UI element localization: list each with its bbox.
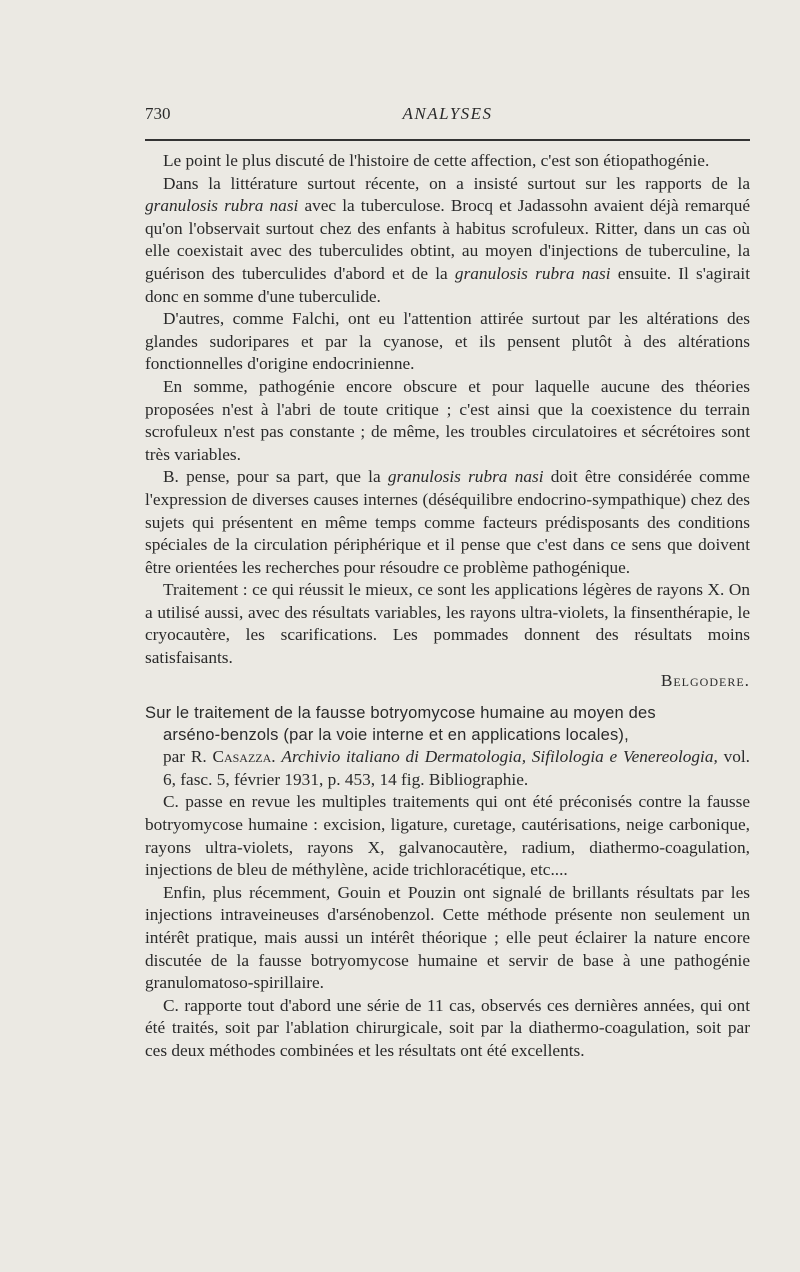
paragraph: D'autres, comme Falchi, ont eu l'attention attirée surtout par les altérations des glandes sudoripares et par la cyanose, et ils pensent plutôt à des altérations fonctionnelles d'origine endocrinienne. [145, 309, 750, 374]
text-run: doit être considérée comme l'expression de diverses causes internes (déséquilibre endocrino-sympathique) chez des sujets qui présentent en même temps comme facteurs prédisposants des conditions spéciales de la circulation périphérique et il pense que c'est dans ce sens que doivent être orientées les recherches pour résoudre ce problème pathogénique. [145, 467, 750, 577]
article-reference [145, 746, 750, 791]
italic-term: granulosis rubra nasi [387, 467, 544, 487]
italic-term: granulosis rubra nasi [454, 263, 611, 283]
paragraph: Le point le plus discuté de l'histoire de cette affection, c'est son étiopathogénie. [163, 151, 710, 170]
text-run: avec la tuberculose. Brocq et Jadassohn avaient déjà remarqué qu'on l'observait surtout chez des enfants à habitus scrofuleux. Ritter, dans un cas où elle coexistait avec des tuberculides obtint, au moyen d'injections de tuberculine, la guérison des tuberculides d'abord et de la [145, 196, 750, 283]
article-title-line: arséno-benzols (par la voie interne et en applications locales), [163, 726, 629, 745]
ref-author: R. Casazza. [190, 747, 276, 767]
article-title-line: Sur le traitement de la fausse botryomycose humaine au moyen des [145, 704, 656, 723]
paragraph [145, 173, 750, 309]
italic-term: granulosis rubra nasi [145, 196, 299, 216]
paragraph: Enfin, plus récemment, Gouin et Pouzin ont signalé de brillants résultats par les injections intraveineuses d'arsénobenzol. Cette méthode présente non seulement un intérêt pratique, mais aussi un intérêt théorique ; elle peut éclairer la nature encore discutée de la fausse botryomycose humaine et servir de base à une pathogénie granulomatoso-spirillaire. [145, 882, 750, 993]
paragraph: Traitement : ce qui réussit le mieux, ce sont les applications légères de rayons X. On a utilisé aussi, avec des résultats variables, les rayons ultra-violets, la finsenthérapie, le cryocautère, les scarifications. Les pommades donnent des résultats moins satisfaisants. [145, 580, 750, 668]
ref-journal: Archivio italiano di Dermatologia, Sifilologia e Venereologia, [281, 747, 718, 767]
page-number: 730 [145, 104, 171, 123]
article-title [145, 702, 750, 746]
ref-details: vol. 6, fasc. 5, février 1931, p. 453, 14 fig. Bibliographie. [163, 747, 750, 789]
header-rule [145, 139, 750, 141]
text-run: B. pense, pour sa part, que la [163, 467, 388, 487]
page-body [145, 150, 750, 1063]
paragraph [145, 466, 750, 579]
ref-par: par [163, 747, 186, 767]
page-header [145, 104, 750, 128]
text-run: ensuite. Il s'agirait donc en somme d'une tuberculide. [145, 263, 750, 306]
running-head: ANALYSES [402, 104, 493, 123]
paragraph: C. rapporte tout d'abord une série de 11 cas, observés ces dernières années, qui ont été traités, soit par l'ablation chirurgicale, soit par la diathermo-coagulation, soit par ces deux méthodes combinées et les résultats ont été excellents. [145, 995, 750, 1060]
paragraph: En somme, pathogénie encore obscure et pour laquelle aucune des théories proposées n'est à l'abri de toute critique ; c'est ainsi que la coexistence du terrain scrofuleux n'est pas constante ; de même, les troubles circulatoires et sécrétoires sont très variables. [145, 376, 750, 464]
text-run: Dans la littérature surtout récente, on a insisté surtout sur les rapports de la [163, 173, 750, 193]
paragraph: C. passe en revue les multiples traitements qui ont été préconisés contre la fausse botryomycose humaine : excision, ligature, curetage, cautérisations, neige carbonique, rayons ultra-violets, rayons X, galvanocautère, radium, diathermo-coagulation, injections de bleu de méthylène, acide trichloracétique, etc.... [145, 792, 750, 880]
author-signature: Belgodere. [660, 670, 750, 690]
